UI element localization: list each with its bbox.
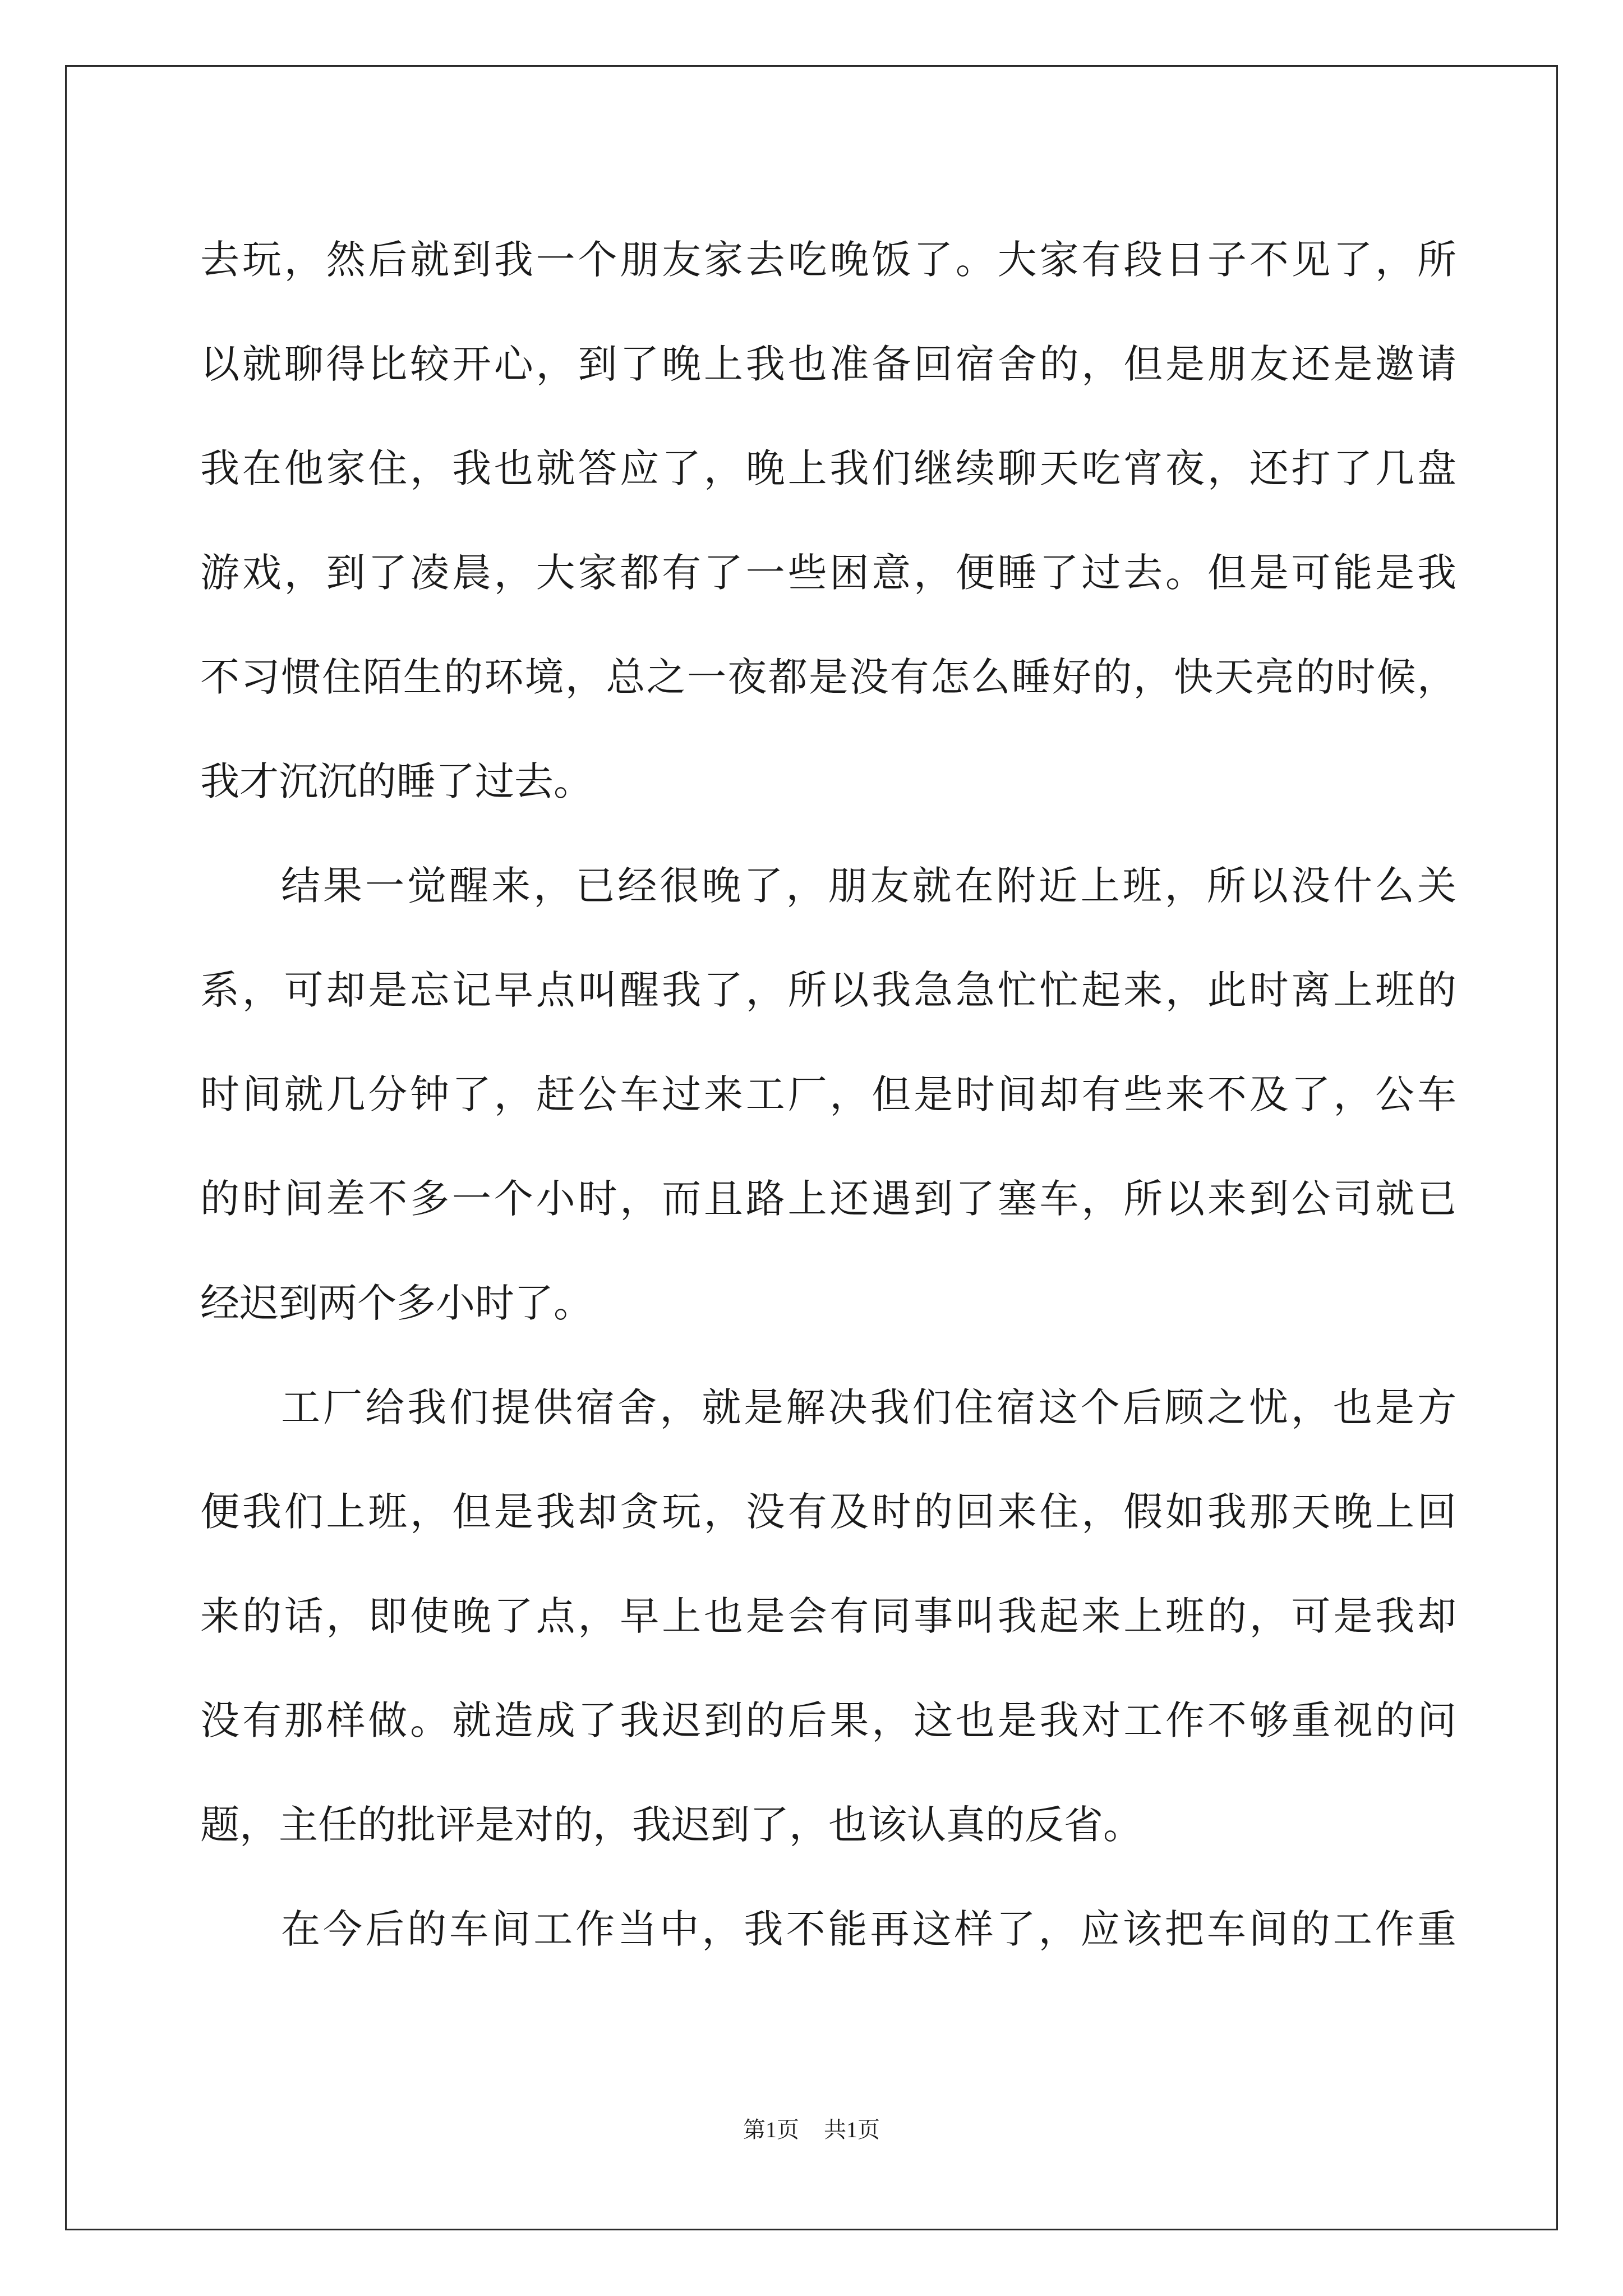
page-total: 共1页 <box>824 2117 880 2142</box>
text-line: 在今后的车间工作当中，我不能再这样了，应该把车间的工作重 <box>281 1906 1456 1952</box>
text-line: 我在他家住，我也就答应了，晚上我们继续聊天吃宵夜，还打了几盘 <box>200 445 1456 491</box>
text-line: 游戏，到了凌晨，大家都有了一些困意，便睡了过去。但是可能是我 <box>200 550 1456 596</box>
page-number: 第1页 <box>743 2117 799 2142</box>
text-line: 工厂给我们提供宿舍，就是解决我们住宿这个后顾之忧，也是方 <box>281 1384 1456 1430</box>
text-line: 去玩，然后就到我一个朋友家去吃晚饭了。大家有段日子不见了，所 <box>200 237 1456 283</box>
text-line: 以就聊得比较开心，到了晚上我也准备回宿舍的，但是朋友还是邀请 <box>200 341 1456 387</box>
text-line: 不习惯住陌生的环境，总之一夜都是没有怎么睡好的，快天亮的时候， <box>200 654 1456 700</box>
document-body <box>200 208 1456 1981</box>
text-line: 结果一觉醒来，已经很晚了，朋友就在附近上班，所以没什么关 <box>281 863 1456 909</box>
text-line: 我才沉沉的睡了过去。 <box>200 758 593 804</box>
text-line: 便我们上班，但是我却贪玩，没有及时的回来住，假如我那天晚上回 <box>200 1489 1456 1535</box>
text-line: 系，可却是忘记早点叫醒我了，所以我急急忙忙起来，此时离上班的 <box>200 967 1456 1013</box>
text-line: 没有那样做。就造成了我迟到的后果，这也是我对工作不够重视的问 <box>200 1697 1456 1743</box>
page-footer <box>0 2112 1623 2144</box>
text-line: 题，主任的批评是对的，我迟到了，也该认真的反省。 <box>200 1802 1142 1848</box>
text-line: 来的话，即使晚了点，早上也是会有同事叫我起来上班的，可是我却 <box>200 1593 1456 1639</box>
text-line: 经迟到两个多小时了。 <box>200 1280 593 1326</box>
text-line: 的时间差不多一个小时，而且路上还遇到了塞车，所以来到公司就已 <box>200 1176 1456 1222</box>
text-line: 时间就几分钟了，赶公车过来工厂，但是时间却有些来不及了，公车 <box>200 1071 1456 1117</box>
